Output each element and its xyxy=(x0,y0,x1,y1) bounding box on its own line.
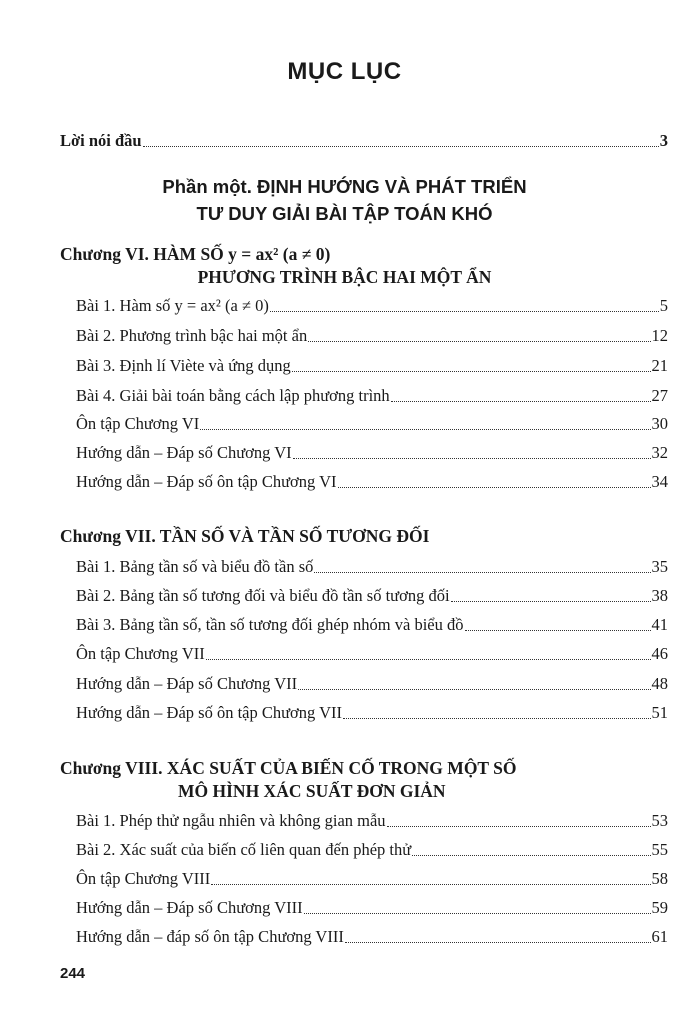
toc-entry-page: 27 xyxy=(651,386,668,405)
toc-entry-page: 53 xyxy=(651,811,668,830)
dot-leader xyxy=(345,942,651,943)
dot-leader xyxy=(270,311,659,312)
toc-entry-label: Hướng dẫn – Đáp số ôn tập Chương VI xyxy=(76,472,337,491)
chapter-6-heading: Chương VI. HÀM SỐ y = ax² (a ≠ 0) xyxy=(60,244,331,264)
toc-entry[interactable] xyxy=(76,326,668,346)
dot-leader xyxy=(387,826,651,827)
toc-entry-page: 58 xyxy=(651,869,668,888)
chapter-8-subheading: MÔ HÌNH XÁC SUẤT ĐƠN GIẢN xyxy=(178,781,446,801)
toc-entry-label: Hướng dẫn – Đáp số Chương VII xyxy=(76,674,298,693)
toc-entry-label: Hướng dẫn – Đáp số Chương VIII xyxy=(76,898,303,917)
dot-leader xyxy=(314,572,650,573)
toc-entry-page: 35 xyxy=(651,557,668,576)
dot-leader xyxy=(308,341,650,342)
chapter-6-subheading: PHƯƠNG TRÌNH BẬC HAI MỘT ẨN xyxy=(197,267,492,287)
toc-entry-page: 41 xyxy=(651,615,668,634)
page-number: 244 xyxy=(60,965,86,982)
toc-entry-label: Bài 2. Bảng tần số tương đối và biểu đồ tần số tương đối xyxy=(76,586,450,605)
toc-entry[interactable] xyxy=(76,898,668,918)
dot-leader xyxy=(412,855,650,856)
toc-entry-page: 5 xyxy=(659,296,668,315)
toc-entry-label: Bài 4. Giải bài toán bằng cách lập phương trình xyxy=(76,386,390,405)
chapter-7-heading: Chương VII. TẦN SỐ VÀ TẦN SỐ TƯƠNG ĐỐI xyxy=(60,526,430,546)
toc-entry-page: 3 xyxy=(659,131,668,150)
dot-leader xyxy=(451,601,651,602)
dot-leader xyxy=(292,371,651,372)
toc-entry-preface[interactable] xyxy=(60,131,668,151)
toc-entry-page: 51 xyxy=(651,703,668,722)
dot-leader xyxy=(343,718,650,719)
toc-entry-page: 61 xyxy=(651,927,668,946)
chapter-8-heading: Chương VIII. XÁC SUẤT CỦA BIẾN CỐ TRONG MỘT SỐ xyxy=(60,758,517,778)
toc-entry-label: Bài 3. Định lí Viète và ứng dụng xyxy=(76,356,291,375)
toc-entry-page: 12 xyxy=(651,326,668,345)
toc-entry[interactable] xyxy=(76,811,668,831)
toc-entry[interactable] xyxy=(76,386,668,406)
dot-leader xyxy=(293,458,651,459)
dot-leader xyxy=(391,401,651,402)
toc-entry-label: Ôn tập Chương VII xyxy=(76,644,205,663)
toc-entry-page: 21 xyxy=(651,356,668,375)
toc-entry-label: Bài 1. Phép thử ngẫu nhiên và không gian mẫu xyxy=(76,811,386,830)
toc-entry-page: 34 xyxy=(651,472,668,491)
dot-leader xyxy=(338,487,651,488)
toc-entry[interactable] xyxy=(76,557,668,577)
page-title: MỤC LỤC xyxy=(287,58,402,85)
toc-entry[interactable] xyxy=(76,869,668,889)
toc-entry[interactable] xyxy=(76,703,668,723)
toc-entry-label: Hướng dẫn – Đáp số Chương VI xyxy=(76,443,292,462)
toc-entry[interactable] xyxy=(76,414,668,434)
toc-entry-page: 46 xyxy=(651,644,668,663)
toc-entry-page: 30 xyxy=(651,414,668,433)
toc-entry-label: Bài 1. Bảng tần số và biểu đồ tần số xyxy=(76,557,314,576)
toc-entry-label: Hướng dẫn – đáp số ôn tập Chương VIII xyxy=(76,927,344,946)
toc-entry[interactable] xyxy=(76,443,668,463)
toc-entry-label: Ôn tập Chương VI xyxy=(76,414,200,433)
dot-leader xyxy=(298,689,650,690)
dot-leader xyxy=(200,429,650,430)
toc-entry[interactable] xyxy=(76,586,668,606)
toc-entry-label: Bài 3. Bảng tần số, tần số tương đối ghép nhóm và biểu đồ xyxy=(76,615,464,634)
toc-entry-label: Bài 2. Phương trình bậc hai một ẩn xyxy=(76,326,308,345)
dot-leader xyxy=(465,630,651,631)
toc-entry-label: Ôn tập Chương VIII xyxy=(76,869,211,888)
toc-entry-label: Bài 2. Xác suất của biến cố liên quan đến phép thử xyxy=(76,840,412,859)
toc-entry[interactable] xyxy=(76,644,668,664)
toc-entry[interactable] xyxy=(76,615,668,635)
dot-leader xyxy=(211,884,650,885)
dot-leader xyxy=(206,659,651,660)
dot-leader xyxy=(143,146,659,147)
toc-entry-page: 32 xyxy=(651,443,668,462)
toc-entry-label: Bài 1. Hàm số y = ax² (a ≠ 0) xyxy=(76,296,269,315)
part-heading-line1: Phần một. ĐỊNH HƯỚNG VÀ PHÁT TRIỂN xyxy=(162,176,527,197)
toc-entry[interactable] xyxy=(76,840,668,860)
toc-entry-page: 59 xyxy=(651,898,668,917)
toc-entry-page: 38 xyxy=(651,586,668,605)
dot-leader xyxy=(304,913,651,914)
toc-entry-page: 55 xyxy=(651,840,668,859)
toc-entry[interactable] xyxy=(76,356,668,376)
toc-entry-label: Hướng dẫn – Đáp số ôn tập Chương VII xyxy=(76,703,343,722)
toc-entry[interactable] xyxy=(76,472,668,492)
toc-entry-label: Lời nói đầu xyxy=(60,131,142,150)
toc-entry[interactable] xyxy=(76,674,668,694)
part-heading-line2: TƯ DUY GIẢI BÀI TẬP TOÁN KHÓ xyxy=(196,203,493,224)
toc-entry[interactable] xyxy=(76,927,668,947)
toc-entry-page: 48 xyxy=(651,674,668,693)
toc-entry[interactable] xyxy=(76,296,668,316)
